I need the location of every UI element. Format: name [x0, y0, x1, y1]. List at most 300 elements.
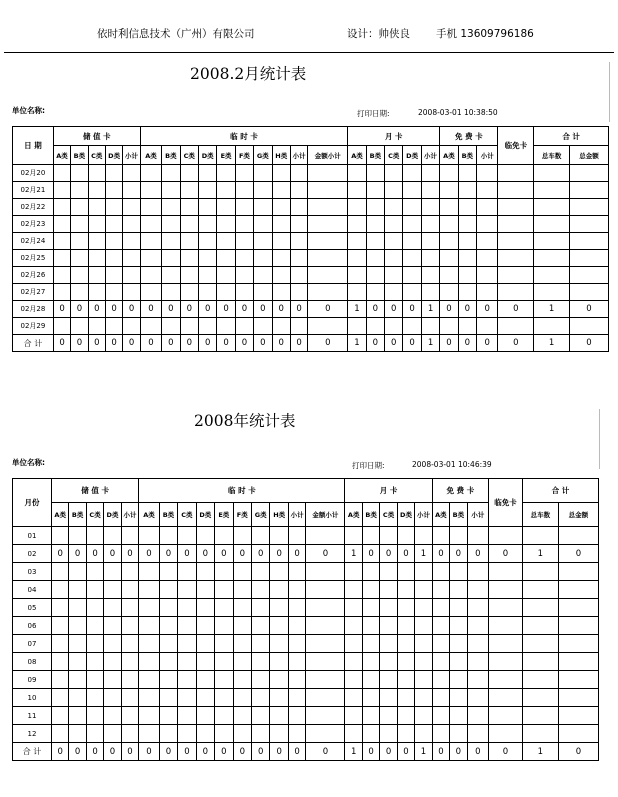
data-cell — [288, 617, 305, 635]
data-cell: 1 — [522, 545, 558, 563]
data-cell: 0 — [254, 301, 272, 318]
data-cell — [180, 318, 198, 335]
data-cell — [385, 182, 403, 199]
data-cell: 0 — [308, 301, 348, 318]
sub-header: D类 — [198, 146, 216, 165]
data-cell — [104, 527, 121, 545]
data-cell — [403, 233, 421, 250]
data-cell — [51, 707, 68, 725]
data-cell — [272, 250, 290, 267]
data-cell — [570, 199, 609, 216]
data-cell — [217, 165, 235, 182]
row-label: 06 — [13, 617, 52, 635]
data-cell: 0 — [105, 335, 122, 352]
data-cell — [233, 581, 251, 599]
data-cell — [69, 671, 86, 689]
data-cell — [196, 581, 214, 599]
row-label: 04 — [13, 581, 52, 599]
sub-header: C类 — [86, 503, 103, 527]
data-cell — [51, 671, 68, 689]
data-cell: 0 — [498, 335, 534, 352]
data-cell — [421, 182, 439, 199]
data-cell — [180, 182, 198, 199]
data-cell — [270, 527, 288, 545]
sub-header: 金额小计 — [306, 503, 345, 527]
sub-header: C类 — [385, 146, 403, 165]
temp-card-group-header: 临 时 卡 — [139, 479, 345, 503]
data-cell — [403, 250, 421, 267]
data-cell — [385, 284, 403, 301]
data-cell — [403, 182, 421, 199]
data-cell — [558, 563, 598, 581]
data-cell — [477, 284, 498, 301]
data-cell — [403, 199, 421, 216]
sub-header: A类 — [51, 503, 68, 527]
data-cell — [366, 199, 384, 216]
data-cell — [415, 653, 432, 671]
data-cell — [522, 725, 558, 743]
data-cell — [162, 165, 180, 182]
data-cell — [215, 689, 233, 707]
company-name: 依时利信息技术（广州）有限公司 — [97, 28, 255, 40]
report1-page-edge — [609, 62, 610, 122]
data-cell — [162, 233, 180, 250]
data-cell: 0 — [71, 335, 88, 352]
data-cell — [88, 318, 105, 335]
data-cell — [403, 216, 421, 233]
sub-header: C类 — [380, 503, 397, 527]
data-cell: 0 — [69, 743, 86, 761]
data-cell — [139, 635, 160, 653]
data-cell — [88, 182, 105, 199]
data-cell — [558, 707, 598, 725]
data-cell — [53, 318, 70, 335]
data-cell: 0 — [362, 743, 379, 761]
data-cell — [254, 284, 272, 301]
data-cell — [362, 635, 379, 653]
sub-header: 小计 — [121, 503, 139, 527]
data-cell: 0 — [88, 335, 105, 352]
data-cell — [233, 725, 251, 743]
data-cell — [477, 250, 498, 267]
data-cell — [71, 267, 88, 284]
data-cell — [51, 581, 68, 599]
monthly-card-group-header: 月 卡 — [348, 127, 440, 146]
data-cell — [385, 165, 403, 182]
data-cell: 0 — [105, 301, 122, 318]
data-cell — [123, 284, 140, 301]
data-cell — [306, 635, 345, 653]
data-cell — [308, 216, 348, 233]
data-cell — [380, 671, 397, 689]
data-cell — [162, 267, 180, 284]
sub-header: 小计 — [421, 146, 439, 165]
data-cell — [308, 233, 348, 250]
data-cell — [140, 250, 161, 267]
data-cell — [467, 617, 489, 635]
data-cell: 0 — [235, 335, 253, 352]
report2-print-label: 打印日期: — [352, 461, 385, 470]
monthly-card-group-header: 月 卡 — [345, 479, 432, 503]
data-cell: 1 — [348, 335, 366, 352]
data-cell: 0 — [53, 301, 70, 318]
data-cell — [467, 653, 489, 671]
row-label: 08 — [13, 653, 52, 671]
data-cell — [233, 527, 251, 545]
data-cell: 0 — [121, 545, 139, 563]
data-cell: 0 — [233, 743, 251, 761]
data-cell — [489, 599, 523, 617]
data-cell: 0 — [71, 301, 88, 318]
data-cell — [139, 653, 160, 671]
data-cell — [489, 617, 523, 635]
data-cell — [198, 267, 216, 284]
total-group-header: 合 计 — [522, 479, 598, 503]
data-cell — [272, 199, 290, 216]
data-cell: 0 — [570, 301, 609, 318]
data-cell — [489, 725, 523, 743]
data-cell — [71, 250, 88, 267]
data-cell: 1 — [415, 743, 432, 761]
data-cell — [432, 707, 449, 725]
data-cell — [272, 267, 290, 284]
data-cell — [306, 617, 345, 635]
data-cell — [380, 599, 397, 617]
data-cell — [104, 725, 121, 743]
data-cell — [290, 267, 307, 284]
data-cell: 0 — [440, 301, 458, 318]
data-cell: 0 — [69, 545, 86, 563]
table-row — [13, 725, 599, 743]
data-cell — [397, 725, 414, 743]
report2-title: 2008年统计表 — [194, 412, 296, 430]
sub-header: D类 — [105, 146, 122, 165]
data-cell — [522, 527, 558, 545]
data-cell — [180, 267, 198, 284]
data-cell — [421, 284, 439, 301]
data-cell — [489, 635, 523, 653]
table-row — [13, 707, 599, 725]
data-cell — [180, 199, 198, 216]
data-cell — [178, 671, 196, 689]
sub-header: D类 — [403, 146, 421, 165]
row-label: 合 计 — [13, 335, 54, 352]
data-cell — [139, 689, 160, 707]
report2-page-edge — [599, 409, 600, 469]
data-cell — [140, 233, 161, 250]
data-cell — [88, 216, 105, 233]
date-column-header: 日 期 — [13, 127, 54, 165]
sub-header: B类 — [159, 503, 177, 527]
data-cell — [348, 216, 366, 233]
data-cell — [306, 671, 345, 689]
data-cell — [290, 216, 307, 233]
data-cell — [88, 199, 105, 216]
data-cell — [51, 617, 68, 635]
data-cell — [233, 689, 251, 707]
table-row — [13, 527, 599, 545]
data-cell — [288, 725, 305, 743]
free-card-group-header: 免 费 卡 — [432, 479, 488, 503]
row-label: 02月25 — [13, 250, 54, 267]
data-cell — [69, 617, 86, 635]
data-cell — [288, 653, 305, 671]
row-label: 02月21 — [13, 182, 54, 199]
data-cell — [477, 199, 498, 216]
data-cell — [121, 707, 139, 725]
data-cell — [121, 671, 139, 689]
data-cell — [348, 250, 366, 267]
data-cell — [252, 689, 270, 707]
data-cell — [121, 689, 139, 707]
data-cell — [489, 671, 523, 689]
data-cell — [290, 284, 307, 301]
data-cell — [235, 233, 253, 250]
data-cell — [467, 563, 489, 581]
data-cell — [421, 233, 439, 250]
data-cell — [348, 267, 366, 284]
data-cell — [105, 199, 122, 216]
row-label: 01 — [13, 527, 52, 545]
data-cell — [385, 318, 403, 335]
data-cell — [235, 182, 253, 199]
data-cell — [51, 689, 68, 707]
data-cell — [362, 653, 379, 671]
data-cell — [252, 671, 270, 689]
data-cell — [69, 527, 86, 545]
data-cell: 0 — [159, 545, 177, 563]
data-cell: 1 — [415, 545, 432, 563]
data-cell — [270, 563, 288, 581]
data-cell — [467, 599, 489, 617]
data-cell — [105, 318, 122, 335]
data-cell: 0 — [53, 335, 70, 352]
data-cell — [432, 599, 449, 617]
sub-header: 金额小计 — [308, 146, 348, 165]
data-cell — [458, 182, 476, 199]
data-cell — [104, 653, 121, 671]
data-cell — [570, 216, 609, 233]
data-cell — [362, 581, 379, 599]
data-cell — [415, 527, 432, 545]
data-cell — [288, 527, 305, 545]
data-cell — [534, 284, 570, 301]
sub-header: C类 — [178, 503, 196, 527]
data-cell — [458, 216, 476, 233]
data-cell — [121, 527, 139, 545]
data-cell — [233, 671, 251, 689]
total-row — [13, 335, 609, 352]
data-cell — [415, 689, 432, 707]
data-cell — [440, 267, 458, 284]
data-cell — [534, 233, 570, 250]
data-cell — [397, 671, 414, 689]
data-cell — [254, 250, 272, 267]
data-cell — [403, 165, 421, 182]
data-cell — [345, 689, 362, 707]
data-cell: 0 — [366, 301, 384, 318]
data-cell — [140, 199, 161, 216]
data-cell — [440, 165, 458, 182]
data-cell — [88, 284, 105, 301]
table-row — [13, 250, 609, 267]
data-cell — [415, 617, 432, 635]
data-cell — [196, 563, 214, 581]
data-cell: 0 — [458, 335, 476, 352]
data-cell — [235, 267, 253, 284]
data-cell — [178, 581, 196, 599]
data-cell — [86, 635, 103, 653]
data-cell — [477, 182, 498, 199]
data-cell — [380, 653, 397, 671]
data-cell — [522, 707, 558, 725]
data-cell — [180, 250, 198, 267]
sub-header: A类 — [440, 146, 458, 165]
table-row — [13, 581, 599, 599]
data-cell — [570, 284, 609, 301]
data-cell — [69, 725, 86, 743]
data-cell — [178, 635, 196, 653]
data-cell — [140, 267, 161, 284]
data-cell — [403, 318, 421, 335]
sub-header: A类 — [348, 146, 366, 165]
data-cell — [123, 182, 140, 199]
data-cell — [385, 267, 403, 284]
data-cell — [233, 707, 251, 725]
sub-header: B类 — [69, 503, 86, 527]
data-cell — [123, 250, 140, 267]
data-cell — [477, 216, 498, 233]
data-cell — [252, 581, 270, 599]
data-cell — [415, 581, 432, 599]
data-cell — [415, 635, 432, 653]
sub-header: B类 — [162, 146, 180, 165]
data-cell — [105, 284, 122, 301]
data-cell — [178, 725, 196, 743]
data-cell — [88, 250, 105, 267]
data-cell: 0 — [162, 301, 180, 318]
data-cell — [196, 635, 214, 653]
data-cell — [217, 267, 235, 284]
data-cell — [235, 250, 253, 267]
header-divider — [4, 52, 614, 53]
data-cell — [139, 581, 160, 599]
data-cell — [69, 635, 86, 653]
data-cell — [534, 318, 570, 335]
data-cell — [522, 671, 558, 689]
row-label: 02月23 — [13, 216, 54, 233]
data-cell: 0 — [139, 743, 160, 761]
data-cell — [366, 182, 384, 199]
data-cell — [86, 563, 103, 581]
sub-header: 总金额 — [558, 503, 598, 527]
data-cell — [290, 165, 307, 182]
sub-header: 小计 — [477, 146, 498, 165]
table-row — [13, 653, 599, 671]
row-label: 02月20 — [13, 165, 54, 182]
data-cell — [252, 635, 270, 653]
data-cell — [558, 671, 598, 689]
data-cell — [345, 599, 362, 617]
row-label: 02月29 — [13, 318, 54, 335]
data-cell — [217, 318, 235, 335]
data-cell — [345, 527, 362, 545]
table-row — [13, 599, 599, 617]
data-cell — [421, 165, 439, 182]
report1-table — [12, 126, 609, 352]
data-cell — [498, 182, 534, 199]
data-cell — [348, 284, 366, 301]
data-cell — [458, 250, 476, 267]
stored-card-group-header: 储 值 卡 — [53, 127, 140, 146]
data-cell — [288, 635, 305, 653]
sub-header: D类 — [196, 503, 214, 527]
data-cell — [558, 581, 598, 599]
data-cell — [558, 653, 598, 671]
data-cell: 0 — [51, 743, 68, 761]
data-cell: 0 — [385, 335, 403, 352]
data-cell — [288, 581, 305, 599]
data-cell — [159, 653, 177, 671]
data-cell — [385, 233, 403, 250]
data-cell — [288, 707, 305, 725]
data-cell — [178, 527, 196, 545]
data-cell — [467, 527, 489, 545]
data-cell — [498, 199, 534, 216]
data-cell — [477, 165, 498, 182]
data-cell — [140, 182, 161, 199]
total-row — [13, 743, 599, 761]
data-cell: 0 — [288, 743, 305, 761]
data-cell — [570, 250, 609, 267]
data-cell — [198, 233, 216, 250]
data-cell — [252, 527, 270, 545]
data-cell — [421, 216, 439, 233]
data-cell — [139, 707, 160, 725]
data-cell — [215, 563, 233, 581]
data-cell — [140, 165, 161, 182]
data-cell — [366, 318, 384, 335]
data-cell — [290, 233, 307, 250]
data-cell — [458, 165, 476, 182]
data-cell — [362, 689, 379, 707]
data-cell — [440, 250, 458, 267]
data-cell — [403, 284, 421, 301]
data-cell: 0 — [178, 545, 196, 563]
data-cell — [69, 581, 86, 599]
sub-header: 总车数 — [522, 503, 558, 527]
free-card-group-header: 免 费 卡 — [440, 127, 498, 146]
data-cell — [467, 635, 489, 653]
data-cell — [380, 527, 397, 545]
data-cell — [450, 581, 467, 599]
data-cell — [534, 182, 570, 199]
temp-free-header: 临免卡 — [498, 127, 534, 165]
data-cell — [306, 707, 345, 725]
data-cell — [53, 216, 70, 233]
data-cell — [366, 284, 384, 301]
data-cell — [498, 267, 534, 284]
data-cell — [345, 671, 362, 689]
data-cell — [467, 707, 489, 725]
data-cell — [450, 599, 467, 617]
sub-header: 总金额 — [570, 146, 609, 165]
row-label: 02 — [13, 545, 52, 563]
sub-header: B类 — [366, 146, 384, 165]
data-cell — [215, 635, 233, 653]
data-cell — [235, 216, 253, 233]
temp-card-group-header: 临 时 卡 — [140, 127, 348, 146]
